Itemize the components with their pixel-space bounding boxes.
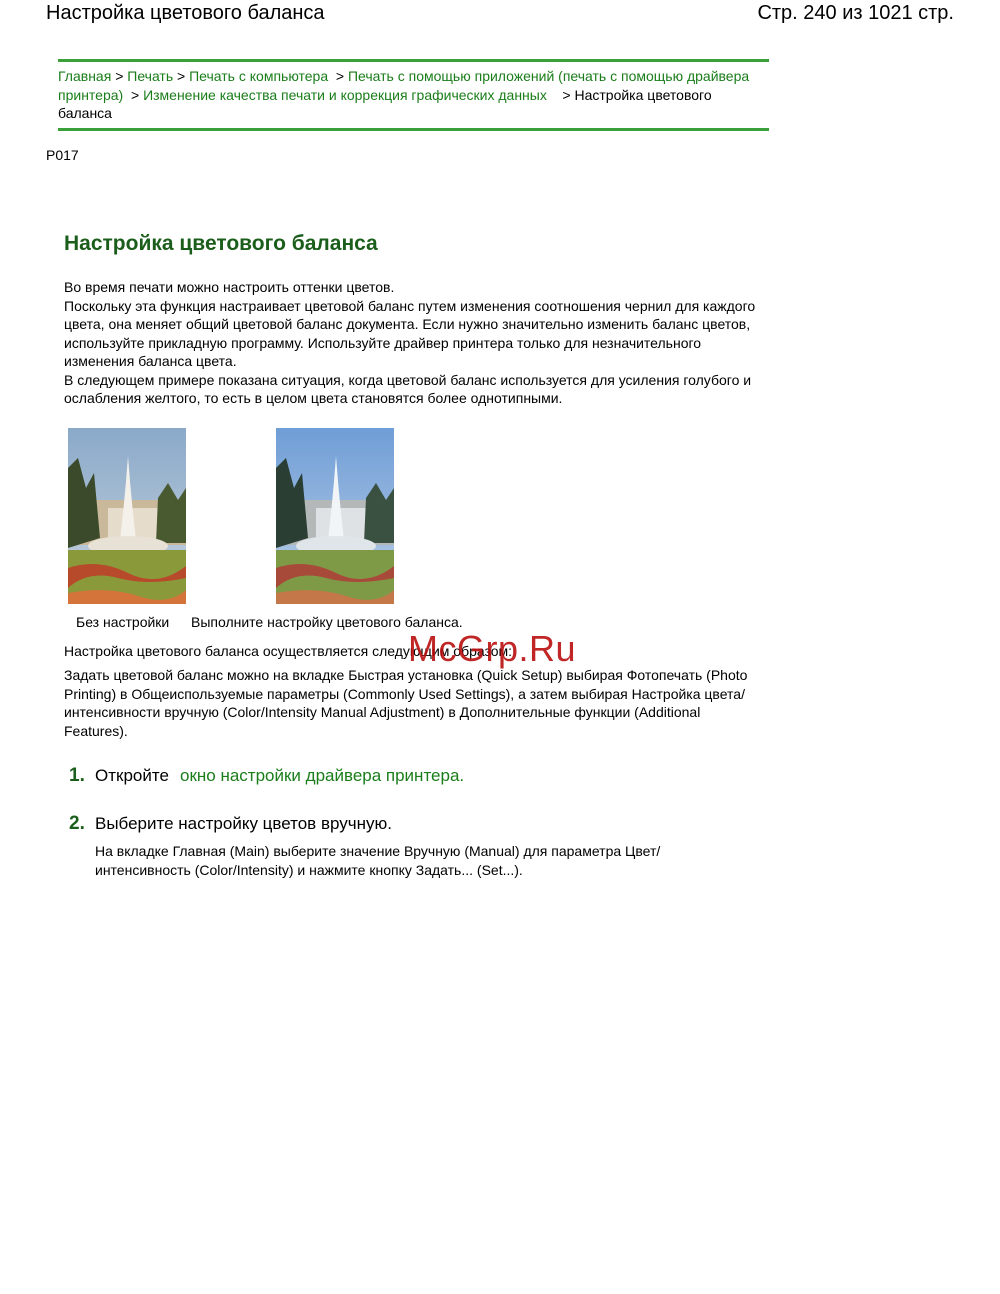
caption-after: Выполните настройку цветового баланса. xyxy=(191,614,463,630)
page-title: Настройка цветового баланса xyxy=(64,232,378,255)
intro-paragraph: В следующем примере показана ситуация, когда цветовой баланс используется для усиления голубого и ослабления желтого, то есть в целом цвета становятся более однотипными. xyxy=(64,371,752,406)
step-text: Выберите настройку цветов вручную. xyxy=(95,814,392,833)
breadcrumb-separator: > xyxy=(130,86,140,103)
quick-setup-note: Задать цветовой баланс можно на вкладке Быстрая установка (Quick Setup) выбирая Фотопечать (Photo Printing) в Общеиспользуемые параметры (Commonly Used Settings), а затем выбирая Настройка цвета/интенсивности вручную (Color/Intensity Manual Adjustment) в Дополнительные функции (Additional Features). xyxy=(64,667,748,739)
doc-code: P017 xyxy=(46,147,79,163)
breadcrumb-link-print-from-apps[interactable]: Печать с помощью приложений (печать с помощью драйвера принтера) xyxy=(58,68,750,103)
breadcrumb-separator: > xyxy=(562,86,571,103)
page-indicator: Стр. 240 из 1021 стр. xyxy=(757,2,954,24)
breadcrumb-separator: > xyxy=(177,68,186,84)
breadcrumb-link-home[interactable]: Главная xyxy=(58,68,112,84)
driver-setup-link[interactable]: окно настройки драйвера принтера. xyxy=(180,766,465,785)
photo-after-adjustment xyxy=(276,428,394,604)
breadcrumb-separator: > xyxy=(335,68,345,84)
procedure-intro: Настройка цветового баланса осуществляется следующим образом: xyxy=(64,643,513,659)
step-number: 2. xyxy=(69,813,85,834)
intro-paragraph: Поскольку эта функция настраивает цветовой баланс путем изменения соотношения чернил для каждого цвета, она меняет общий цветовой баланс документа. Если нужно значительно изменить баланс цветов, используйте прикладную программу. Используйте драйвер принтера только для незначительного изменения баланса цвета. xyxy=(64,297,756,369)
breadcrumb-link-print[interactable]: Печать xyxy=(127,68,174,84)
intro-text xyxy=(64,278,764,408)
breadcrumb-separator: > xyxy=(115,68,124,84)
breadcrumb-current: Настройка цветового баланса xyxy=(58,86,712,121)
step-detail: На вкладке Главная (Main) выберите значение Вручную (Manual) для параметра Цвет/интенсивность (Color/Intensity) и нажмите кнопку Задать... (Set...). xyxy=(95,843,661,878)
breadcrumb-link-quality[interactable]: Изменение качества печати и коррекция графических данных xyxy=(143,86,547,103)
intro-paragraph: Во время печати можно настроить оттенки цветов. xyxy=(64,279,395,295)
header-title: Настройка цветового баланса xyxy=(46,2,325,24)
breadcrumb-link-print-from-computer[interactable]: Печать с компьютера xyxy=(189,68,329,84)
photo-before-adjustment xyxy=(68,428,186,604)
step-text: Откройте xyxy=(95,766,169,785)
caption-before: Без настройки xyxy=(76,614,170,630)
step-number: 1. xyxy=(69,765,85,786)
breadcrumb xyxy=(58,59,769,131)
watermark-logo: McGrp.Ru xyxy=(408,628,577,669)
